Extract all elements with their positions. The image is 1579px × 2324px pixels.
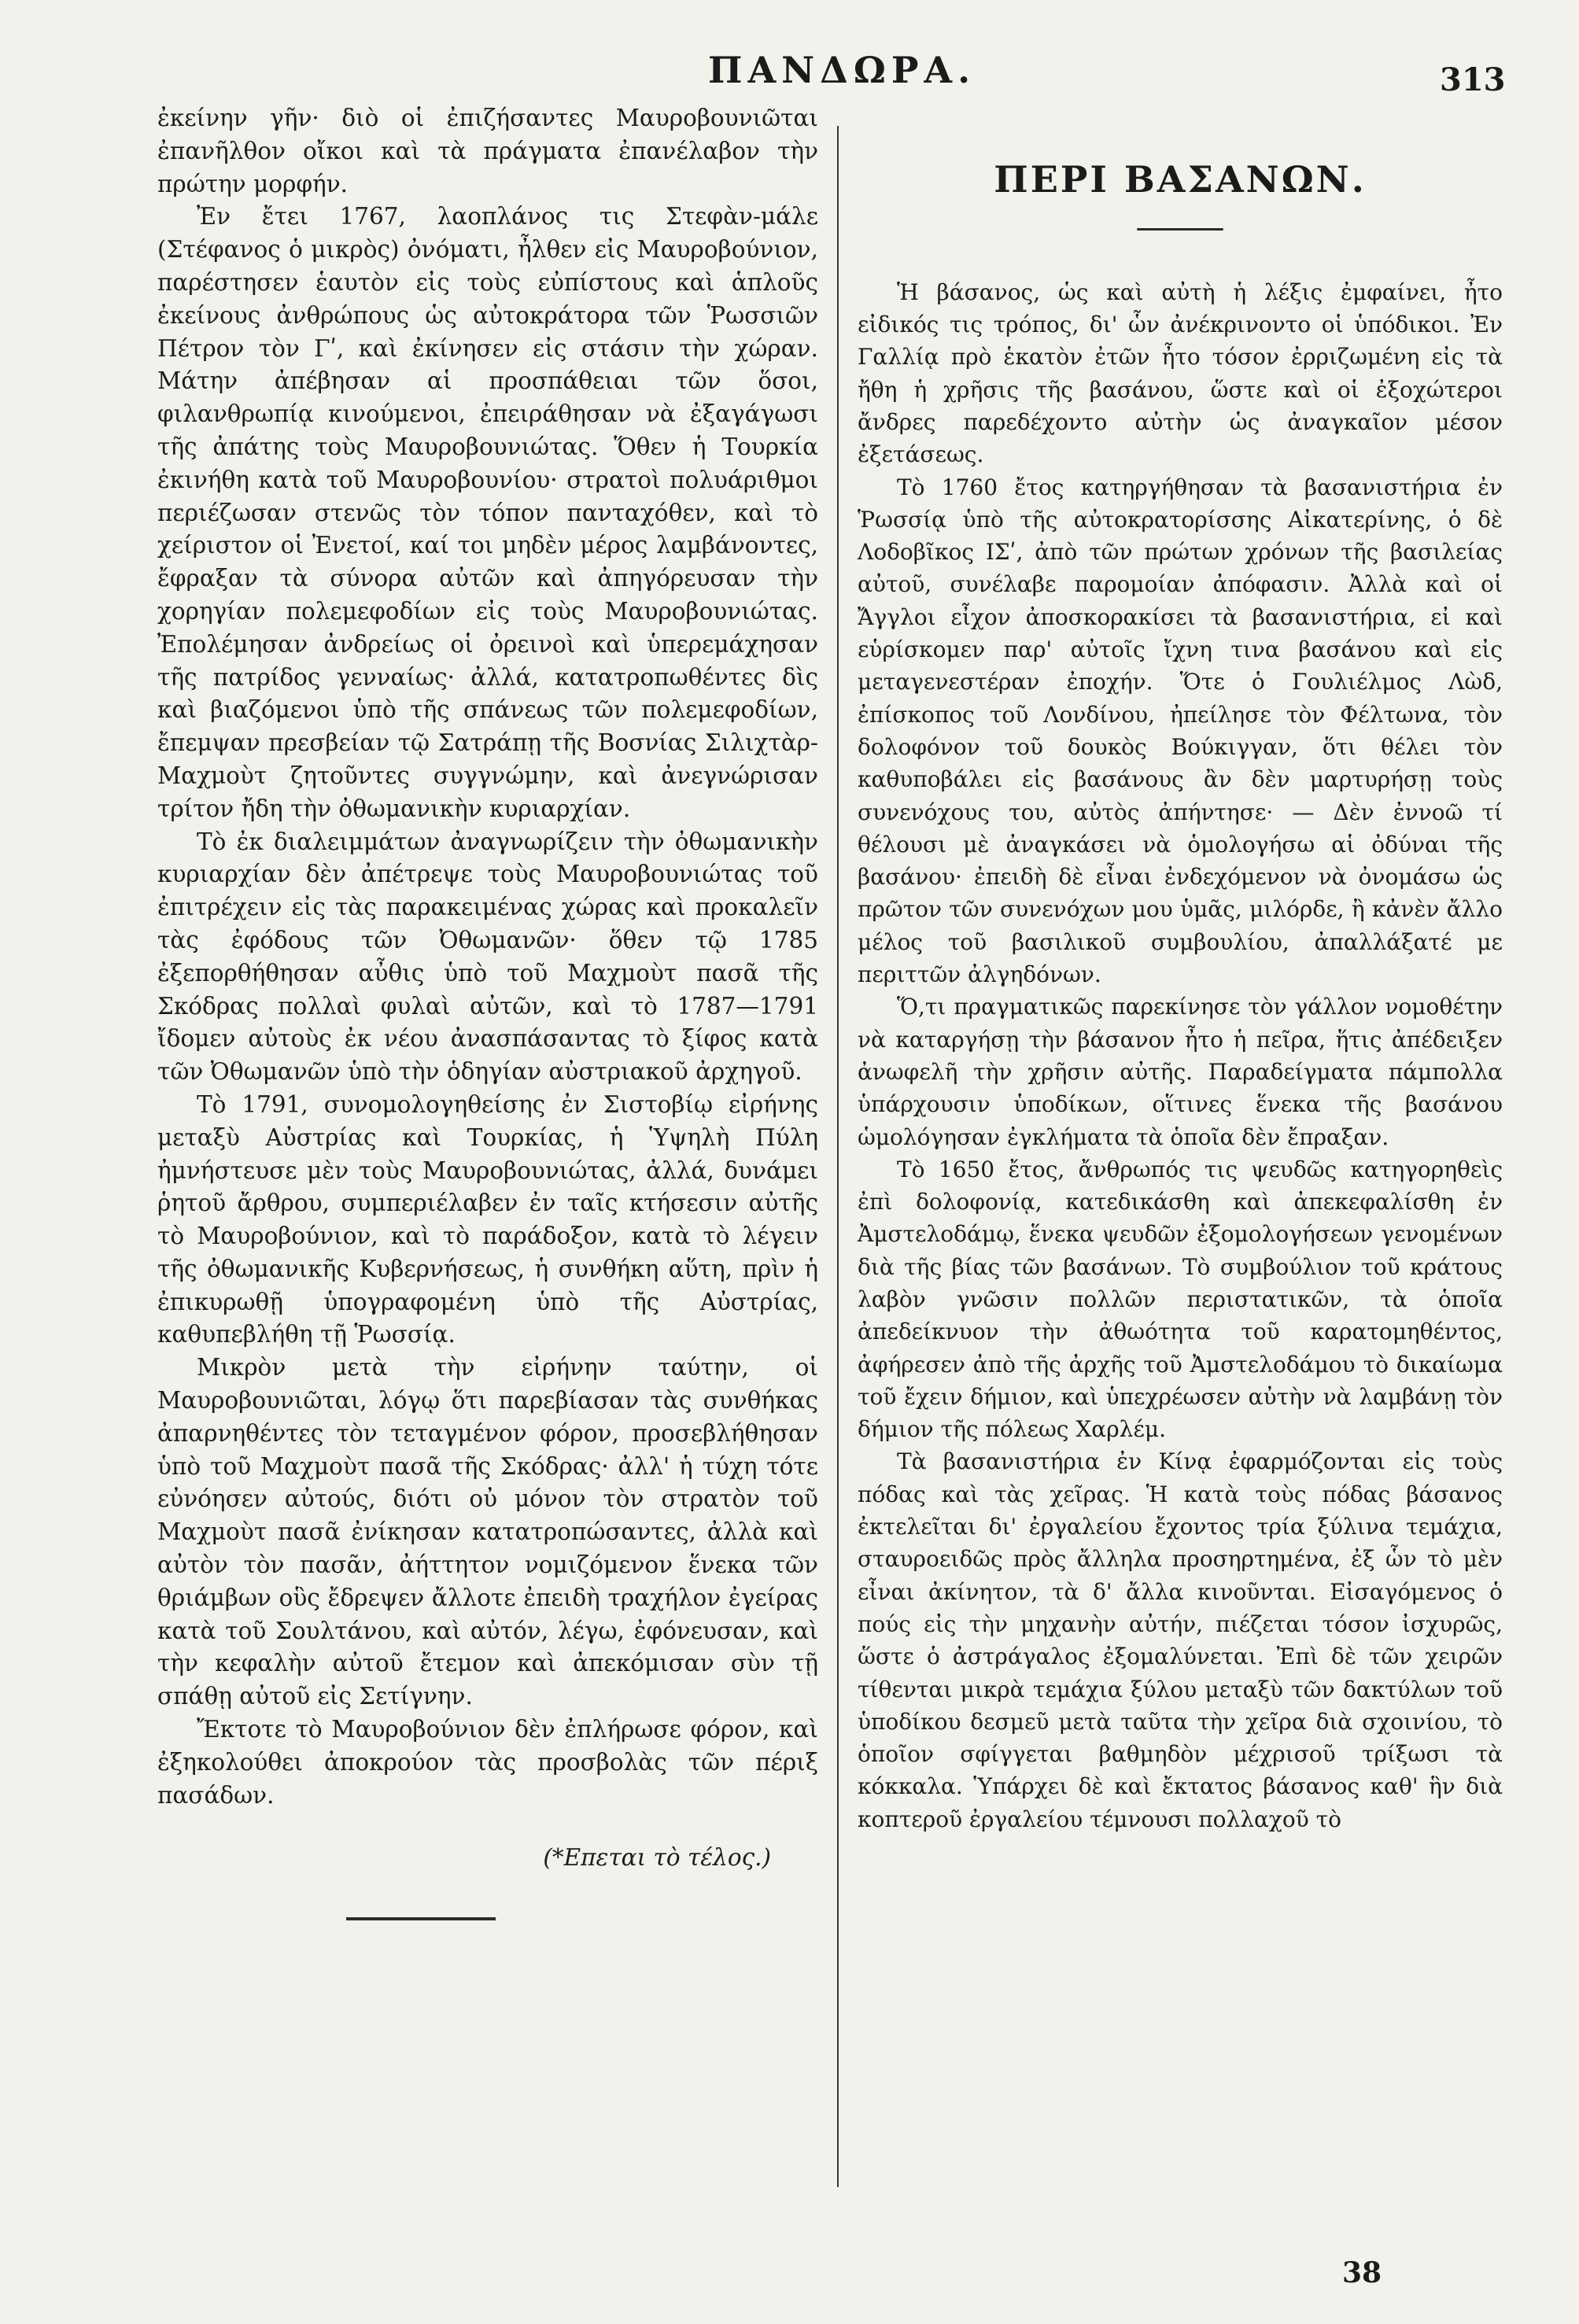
paragraph: Ὅ,τι πραγματικῶς παρεκίνησε τὸν γάλλον νομοθέτην νὰ καταργήσῃ τὴν βάσανον ἦτο ἡ πεῖρα, ἥτις ἀπέδειξεν ἀνωφελῆ τὴν χρῆσιν αὐτῆς. Παραδείγματα πάμπολλα ὑπάρχουσιν ὑποδίκων, οἵτινες ἕνεκα τῆς βασάνου ὡμολόγησαν ἐγκλήματα τὰ ὁποῖα δὲν ἔπραξαν.: [858, 994, 1503, 1150]
column-divider: [837, 126, 839, 2187]
paragraph: Τὸ 1791, συνομολογηθείσης ἐν Σιστοβίῳ εἰρήνης μεταξὺ Αὐστρίας καὶ Τουρκίας, ἡ Ὑψηλὴ Πύλη ἠμνήστευσε μὲν τοὺς Μαυροβουνιώτας, ἀλλά, δυνάμει ῥητοῦ ἄρθρου, συμπεριέλαβεν ἐν ταῖς κτήσεσιν αὐτῆς τὸ Μαυροβούνιον, καὶ τὸ παράδοξον, κατὰ τὸ λέγειν τῆς ὀθωμανικῆς Κυβερνήσεως, ἡ συνθήκη αὕτη, πρὶν ἡ ἐπικυρωθῇ ὑπογραφομένη ὑπὸ τῆς Αὐστρίας, καθυπεβλήθη τῇ Ῥωσσίᾳ.: [157, 1090, 818, 1348]
paragraph: ἐκείνην γῆν· διὸ οἱ ἐπιζήσαντες Μαυροβουνιῶται ἐπανῆλθον οἴκοι καὶ τὰ πράγματα ἐπανέλαβον τὴν πρώτην μορφήν.: [157, 105, 818, 197]
paragraph: Ἔκτοτε τὸ Μαυροβούνιον δὲν ἐπλήρωσε φόρον, καὶ ἐξηκολούθει ἀποκρούον τὰς προσβολὰς τῶν πέριξ πασάδων.: [157, 1716, 818, 1809]
left-column: [157, 102, 818, 1920]
article-title: ΠΕΡΙ ΒΑΣΑΝΩΝ.: [994, 158, 1367, 201]
end-rule: [346, 1917, 496, 1920]
running-title: ΠΑΝΔΩΡΑ.: [708, 49, 976, 91]
page-number: 313: [1440, 61, 1506, 98]
signature-mark: 38: [1342, 2256, 1382, 2289]
paragraph: Ἡ βάσανος, ὡς καὶ αὐτὴ ἡ λέξις ἐμφαίνει, ἦτο εἰδικός τις τρόπος, δι' ὧν ἀνέκρινοντο οἱ ὑπόδικοι. Ἐν Γαλλίᾳ πρὸ ἑκατὸν ἐτῶν ἦτο τόσον ἐρριζωμένη εἰς τὰ ἤθη ἡ χρῆσις τῆς βασάνου, ὥστε καὶ οἱ ἐξοχώτεροι ἄνδρες παρεδέχοντο αὐτὴν ὡς ἀναγκαῖον μέσον ἐξετάσεως.: [858, 279, 1503, 468]
paragraph: Τὰ βασανιστήρια ἐν Κίνᾳ ἐφαρμόζονται εἰς τοὺς πόδας καὶ τὰς χεῖρας. Ἡ κατὰ τοὺς πόδας βάσανος ἐκτελεῖται δι' ἐργαλείου ἔχοντος τρία ξύλινα τεμάχια, σταυροειδῶς πρὸς ἄλληλα προσηρτημένα, ἐξ ὧν τὸ μὲν εἶναι ἀκίνητον, τὰ δ' ἄλλα κινοῦνται. Εἰσαγόμενος ὁ πούς εἰς τὴν μηχανὴν αὐτήν, πιέζεται τόσον ἰσχυρῶς, ὥστε ὁ ἀστράγαλος ἐξομαλύνεται. Ἐπὶ δὲ τῶν χειρῶν τίθενται μικρὰ τεμάχια ξύλου μεταξὺ τῶν δακτύλων τοῦ ὑποδίκου δεσμεῦ μετὰ ταῦτα τὴν χεῖρα διὰ σχοινίου, τὸ ὁποῖον σφίγγεται βαθμηδὸν μέχρισοῦ τρίξωσι τὰ κόκκαλα. Ὑπάρχει δὲ καὶ ἔκτατος βάσανος καθ' ἣν διὰ κοπτεροῦ ἐργαλείου τέμνουσι πολλαχοῦ τὸ: [858, 1448, 1503, 1832]
continued-note: (*Επεται τὸ τέλος.): [543, 1844, 771, 1872]
article-body: [858, 276, 1503, 1835]
paragraph: Τὸ ἐκ διαλειμμάτων ἀναγνωρίζειν τὴν ὀθωμανικὴν κυριαρχίαν δὲν ἀπέτρεψε τοὺς Μαυροβουνιώτας τοῦ ἐπιτρέχειν εἰς τὰς παρακειμένας χώρας καὶ προκαλεῖν τὰς ἐφόδους τῶν Ὀθωμανῶν· ὅθεν τῷ 1785 ἐξεπορθήθησαν αὖθις ὑπὸ τοῦ Μαχμοὺτ πασᾶ τῆς Σκόδρας πολλαὶ φυλαὶ αὐτῶν, καὶ τὸ 1787—1791 ἴδομεν αὐτοὺς ἐκ νέου ἀνασπάσαντας τὸ ξίφος κατὰ τῶν Ὀθωμανῶν ὑπὸ τὴν ὁδηγίαν αὐστριακοῦ ἀρχηγοῦ.: [157, 828, 818, 1086]
paragraph: Τὸ 1650 ἔτος, ἄνθρωπός τις ψευδῶς κατηγορηθεὶς ἐπὶ δολοφονίᾳ, κατεδικάσθη καὶ ἀπεκεφαλίσθη ἐν Ἀμστελοδάμῳ, ἕνεκα ψευδῶν ἐξομολογήσεων γενομένων διὰ τῆς βίας τῶν βασάνων. Τὸ συμβούλιον τοῦ κράτους λαβὸν γνῶσιν πολλῶν περιστατικῶν, τὰ ὁποῖα ἀπεδείκνυον τὴν ἀθωότητα τοῦ καρατομηθέντος, ἀφήρεσεν ἀπὸ τῆς ἀρχῆς τοῦ Ἀμστελοδάμου τὸ δικαίωμα τοῦ ἔχειν δήμιον, καὶ ὑπεχρέωσεν αὐτὴν νὰ λαμβάνῃ τὸν δήμιον τῆς πόλεως Χαρλέμ.: [858, 1156, 1503, 1443]
right-column: [858, 149, 1503, 1835]
paragraph: Ἐν ἔτει 1767, λαοπλάνος τις Στεφὰν-μάλε (Στέφανος ὁ μικρὸς) ὀνόματι, ἦλθεν εἰς Μαυροβούνιον, παρέστησεν ἑαυτὸν εἰς τοὺς εὐπίστους καὶ ἁπλοῦς ἐκείνους ἀνθρώπους ὡς αὐτοκράτορα τῶν Ῥωσσιῶν Πέτρον τὸν Γʹ, καὶ ἐκίνησεν εἰς στάσιν τὴν χώραν. Μάτην ἀπέβησαν αἱ προσπάθειαι τῶν ὅσοι, φιλανθρωπίᾳ κινούμενοι, ἐπειράθησαν νὰ ἐξαγάγωσι τῆς ἀπάτης τοὺς Μαυροβουνιώτας. Ὅθεν ἡ Τουρκία ἐκινήθη κατὰ τοῦ Μαυροβουνίου· στρατοὶ πολυάριθμοι περιέζωσαν στενῶς τὸν τόπον πανταχόθεν, καὶ τὸ χείριστον οἱ Ἐνετοί, καί τοι μηδὲν μέρος λαμβάνοντες, ἔφραξαν τὰ σύνορα αὐτῶν καὶ ἀπηγόρευσαν τὴν χορηγίαν πολεμεφοδίων εἰς τοὺς Μαυροβουνιώτας. Ἐπολέμησαν ἀνδρείως οἱ ὀρεινοὶ καὶ ὑπερεμάχησαν τῆς πατρίδος γενναίως· ἀλλά, κατατροπωθέντες δὶς καὶ βιαζόμενοι ὑπὸ τῆς σπάνεως τῶν πολεμεφοδίων, ἔπεμψαν πρεσβείαν τῷ Σατράπῃ τῆς Βοσνίας Σιλιχτὰρ-Μαχμοὺτ ζητοῦντες συγγνώμην, καὶ ἀνεγνώρισαν τρίτον ἤδη τὴν ὀθωμανικὴν κυριαρχίαν.: [157, 203, 818, 822]
title-ornament: [1137, 228, 1223, 231]
paragraph: Μικρὸν μετὰ τὴν εἰρήνην ταύτην, οἱ Μαυροβουνιῶται, λόγῳ ὅτι παρεβίασαν τὰς συνθήκας ἀπαρνηθέντες τὸν τεταγμένον φόρον, προσεβλήθησαν ὑπὸ τοῦ Μαχμοὺτ πασᾶ τῆς Σκόδρας· ἀλλ' ἡ τύχη τότε εὐνόησεν αὐτούς, διότι οὐ μόνον τὸν στρατὸν τοῦ Μαχμοὺτ πασᾶ ἐνίκησαν κατατροπώσαντες, ἀλλὰ καὶ αὐτὸν τὸν πασᾶν, ἀήττητον νομιζόμενον ἕνεκα τῶν θριάμβων οὓς ἔδρεψεν ἄλλοτε ἐπειδὴ τραχήλον ἐγείρας κατὰ τοῦ Σουλτάνου, καὶ αὐτόν, λέγω, ἐφόνευσαν, καὶ τὴν κεφαλὴν αὐτοῦ ἔτεμον καὶ ἀπεκόμισαν σὺν τῇ σπάθῃ αὐτοῦ εἰς Σετίγνην.: [157, 1354, 818, 1710]
paragraph: Τὸ 1760 ἔτος κατηργήθησαν τὰ βασανιστήρια ἐν Ῥωσσίᾳ ὑπὸ τῆς αὐτοκρατορίσσης Αἰκατερίνης, ὁ δὲ Λοδοβῖκος ΙΣʹ, ἀπὸ τῶν πρώτων χρόνων τῆς βασιλείας αὐτοῦ, συνέλαβε παρομοίαν ἀπόφασιν. Ἀλλὰ καὶ οἱ Ἄγγλοι εἶχον ἀποσκορακίσει τὰ βασανιστήρια, εἰ καὶ εὑρίσκομεν παρ' αὐτοῖς ἴχνη τινα βασάνου καὶ εἰς μεταγενεστέραν ἐποχήν. Ὅτε ὁ Γουλιέλμος Λὼδ, ἐπίσκοπος τοῦ Λονδίνου, ἠπείλησε τὸν Φέλτωνα, τὸν δολοφόνον τοῦ δουκὸς Βούκιγγαν, ὅτι θέλει τὸν καθυποβάλει εἰς βασάνους ἂν δὲν μαρτυρήσῃ τοὺς συνενόχους του, αὐτὸς ἀπήντησε· — Δὲν ἐννοῶ τί θέλουσι μὲ ἀναγκάσει νὰ ὁμολογήσω αἱ ὀδύναι τῆς βασάνου· ἐπειδὴ δὲ εἶναι ἐνδεχόμενον νὰ ὀνομάσω ὡς πρῶτον τῶν συνενόχων μου ὑμᾶς, μιλόρδε, ἢ κἀνὲν ἄλλο μέλος τοῦ βασιλικοῦ συμβουλίου, ἀπαλλάξατέ με περιττῶν ἀλγηδόνων.: [858, 474, 1503, 988]
